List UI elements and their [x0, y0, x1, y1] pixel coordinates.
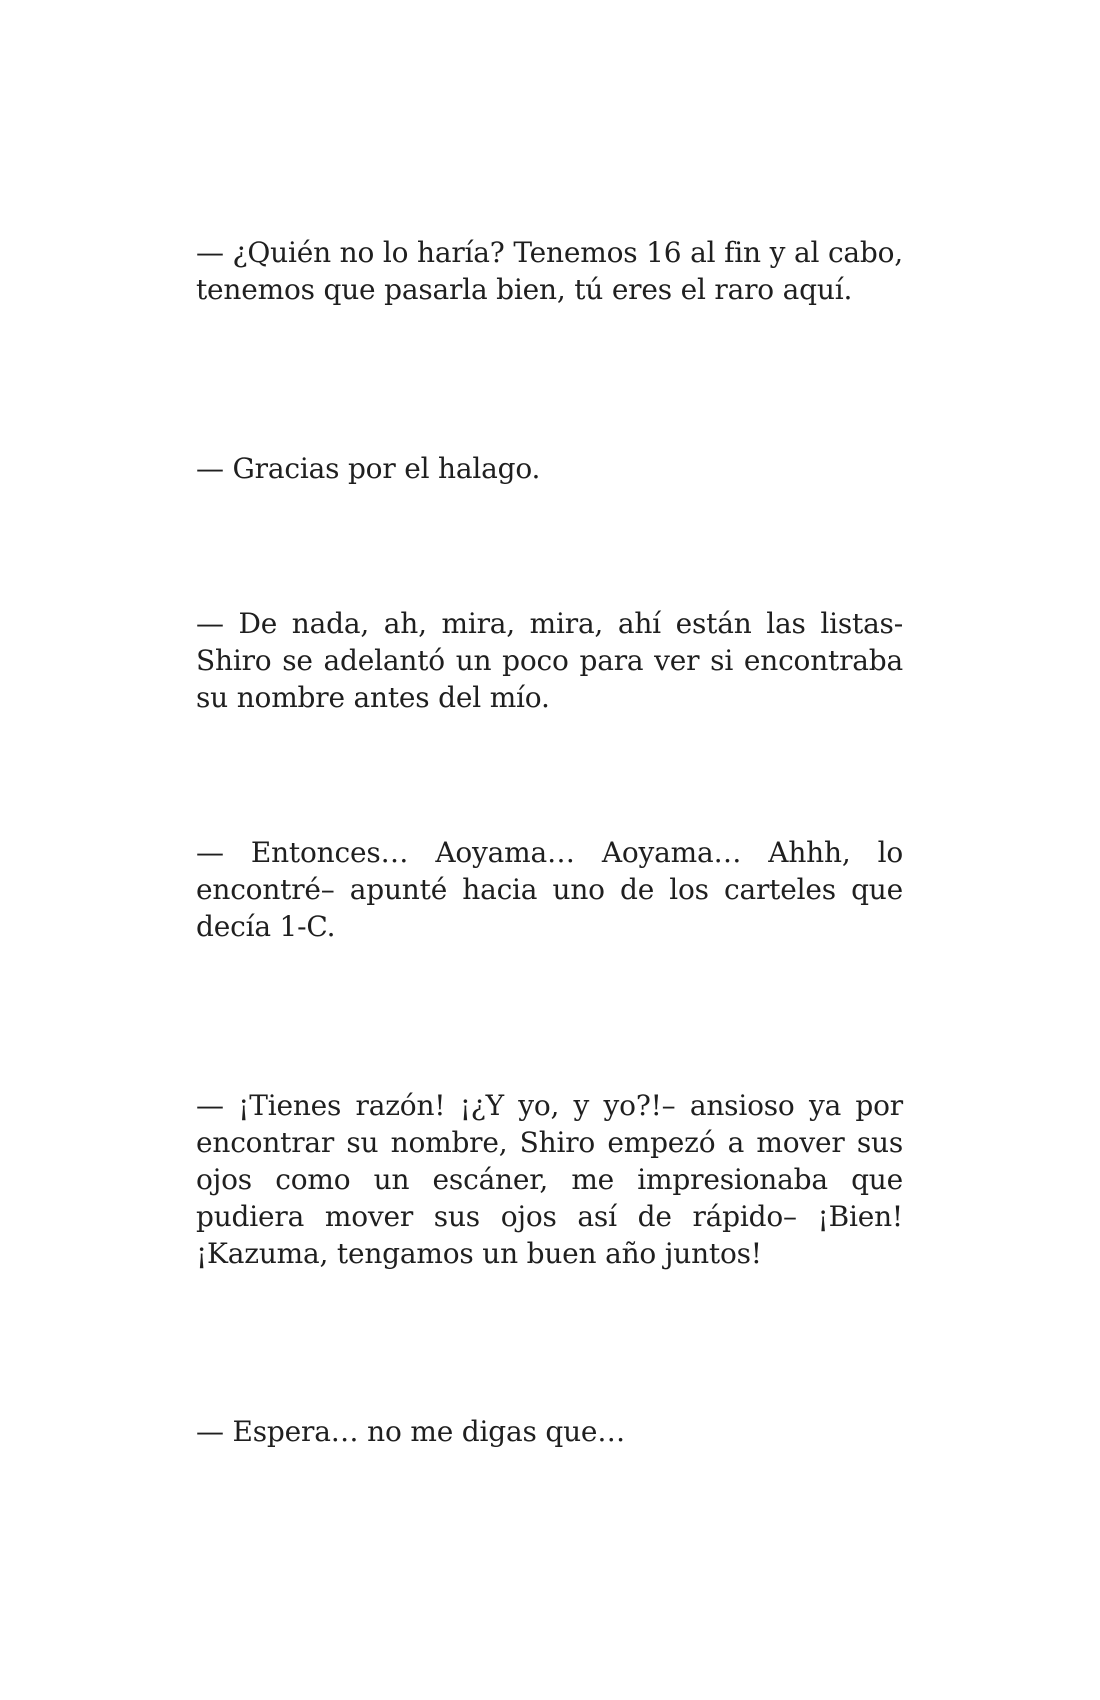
dialogue-paragraph: — Gracias por el halago. — [196, 452, 541, 485]
dialogue-paragraph: — Entonces… Aoyama… Aoyama… Ahhh, lo encontré– apunté hacia uno de los carteles que decía 1-C. — [196, 836, 903, 943]
dialogue-paragraph: — ¡Tienes razón! ¡¿Y yo, y yo?!– ansioso ya por encontrar su nombre, Shiro empezó a mover sus ojos como un escáner, me impresionaba que pudiera mover sus ojos así de rápido– ¡Bien! ¡Kazuma, tengamos un buen año juntos! — [196, 1089, 903, 1270]
dialogue-paragraph: — ¿Quién no lo haría? Tenemos 16 al fin y al cabo, tenemos que pasarla bien, tú eres el raro aquí. — [196, 236, 903, 306]
dialogue-paragraph: — De nada, ah, mira, mira, ahí están las listas- Shiro se adelantó un poco para ver si encontraba su nombre antes del mío. — [196, 607, 903, 714]
dialogue-paragraph: — Espera… no me digas que… — [196, 1415, 626, 1448]
